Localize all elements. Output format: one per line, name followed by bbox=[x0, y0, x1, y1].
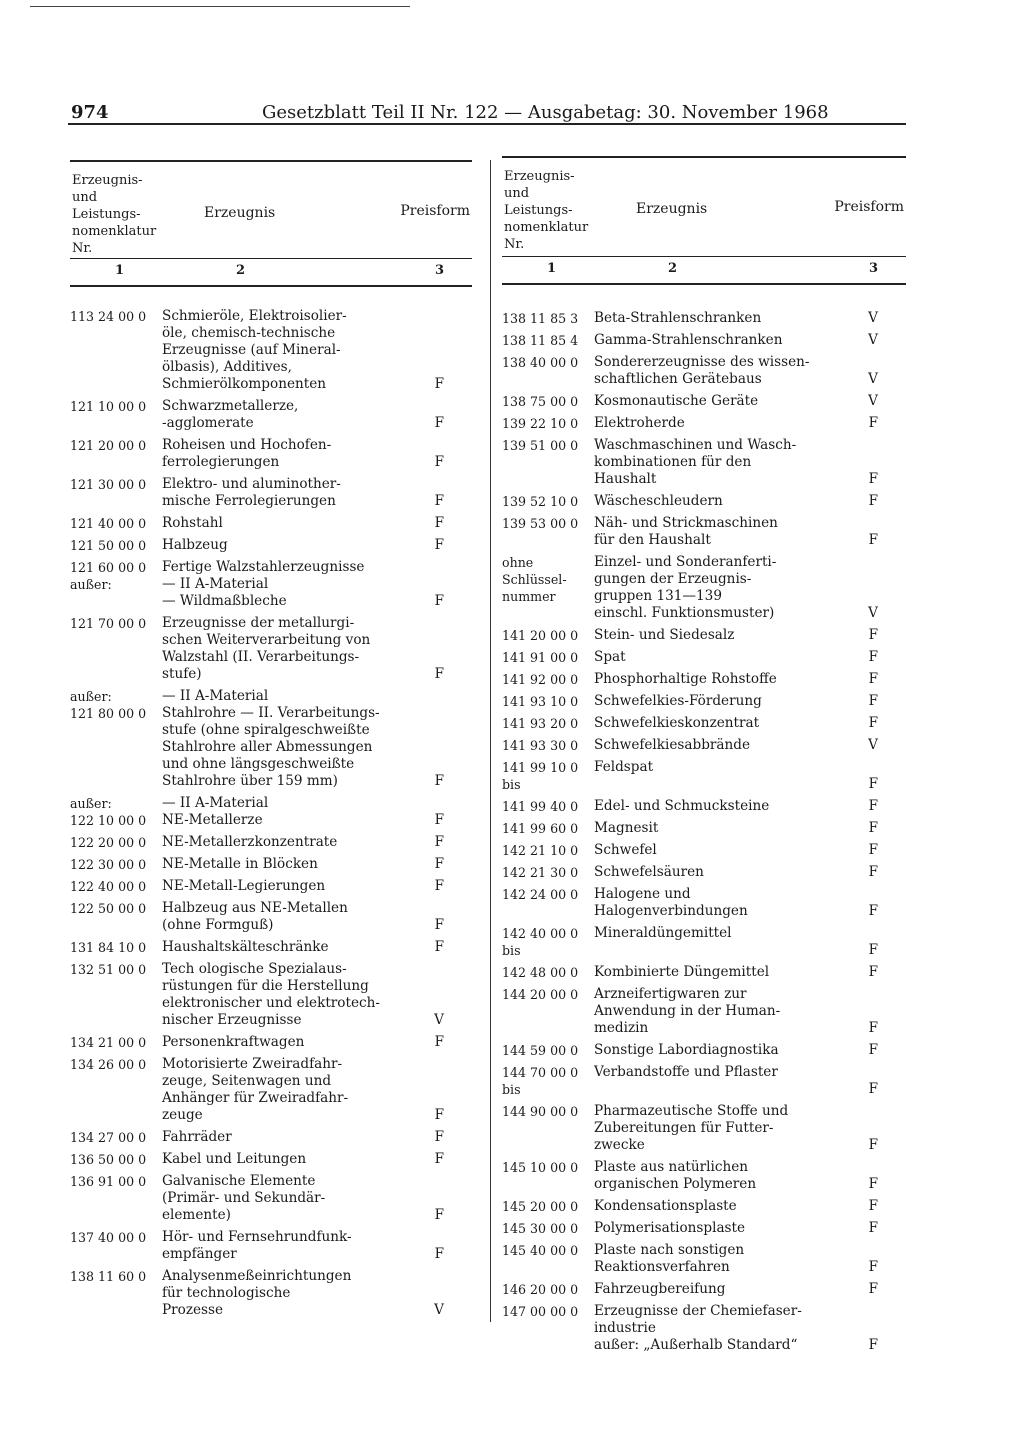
preisform-value: F bbox=[868, 1176, 878, 1192]
table-row bbox=[70, 308, 472, 393]
preisform-value: V bbox=[868, 605, 878, 621]
preisform-value: V bbox=[868, 332, 878, 348]
table-row bbox=[70, 1268, 472, 1319]
erzeugnis-text: Einzel- und Sonderanferti- gungen der Erzeugnis- gruppen 131—139 einschl. Funktionsmuster) bbox=[594, 554, 777, 621]
nomenklatur-number: außer: 122 10 00 0 bbox=[70, 796, 147, 828]
nomenklatur-number: 138 75 00 0 bbox=[502, 394, 579, 409]
table-row bbox=[502, 737, 906, 754]
table-row bbox=[502, 1220, 906, 1237]
table-row bbox=[70, 1034, 472, 1051]
nomenklatur-number: 132 51 00 0 bbox=[70, 962, 147, 977]
preisform-value: F bbox=[868, 693, 878, 709]
nomenklatur-number: 141 99 60 0 bbox=[502, 821, 579, 836]
erzeugnis-text: Phosphorhaltige Rohstoffe bbox=[594, 671, 777, 687]
table-row bbox=[70, 1056, 472, 1124]
table-row bbox=[502, 693, 906, 710]
erzeugnis-text: Schwefelsäuren bbox=[594, 864, 704, 880]
nomenklatur-number: 138 11 60 0 bbox=[70, 1269, 147, 1284]
nomenklatur-number: 144 70 00 0 bis bbox=[502, 1065, 579, 1097]
table-row bbox=[502, 1042, 906, 1059]
erzeugnis-text: Gamma-Strahlenschranken bbox=[594, 332, 783, 348]
preisform-value: F bbox=[868, 1337, 878, 1353]
preisform-value: F bbox=[868, 627, 878, 643]
header-nomenklatur: Erzeugnis- und Leistungs- nomenklatur Nr. bbox=[504, 169, 589, 252]
table-row bbox=[502, 493, 906, 510]
erzeugnis-text: Kombinierte Düngemittel bbox=[594, 964, 770, 980]
preisform-value: V bbox=[434, 1012, 444, 1028]
nomenklatur-number: 139 51 00 0 bbox=[502, 438, 579, 453]
header-preisform: Preisform bbox=[400, 203, 470, 219]
table-row bbox=[502, 964, 906, 981]
erzeugnis-text: Personenkraftwagen bbox=[162, 1034, 305, 1050]
preisform-value: V bbox=[434, 1302, 444, 1318]
erzeugnis-text: Roheisen und Hochofen- ferrolegierungen bbox=[162, 437, 332, 470]
erzeugnis-text: Schwarzmetallerze, -agglomerate bbox=[162, 398, 299, 431]
table-row bbox=[502, 354, 906, 388]
table-row bbox=[502, 925, 906, 959]
header-rule bbox=[68, 123, 906, 125]
left-rows bbox=[70, 287, 472, 1319]
table-row bbox=[502, 1103, 906, 1154]
column-number-3: 3 bbox=[868, 261, 878, 276]
preisform-value: F bbox=[868, 671, 878, 687]
table-row bbox=[502, 437, 906, 488]
erzeugnis-text: Fahrräder bbox=[162, 1129, 232, 1145]
erzeugnis-text: Verbandstoffe und Pflaster bbox=[594, 1064, 778, 1080]
erzeugnis-text: Rohstahl bbox=[162, 515, 223, 531]
preisform-value: F bbox=[868, 842, 878, 858]
preisform-value: F bbox=[434, 856, 444, 872]
table-header bbox=[502, 158, 906, 256]
preisform-value: F bbox=[868, 1220, 878, 1236]
page-header bbox=[0, 100, 1024, 130]
preisform-value: F bbox=[434, 593, 444, 609]
preisform-value: F bbox=[434, 666, 444, 682]
preisform-value: F bbox=[434, 537, 444, 553]
nomenklatur-number: 141 91 00 0 bbox=[502, 650, 579, 665]
nomenklatur-number: 141 93 10 0 bbox=[502, 694, 579, 709]
table-row bbox=[70, 939, 472, 956]
nomenklatur-number: 121 30 00 0 bbox=[70, 477, 147, 492]
erzeugnis-text: Spat bbox=[594, 649, 626, 665]
erzeugnis-text: Plaste aus natürlichen organischen Polymeren bbox=[594, 1159, 757, 1192]
table-row bbox=[502, 820, 906, 837]
erzeugnis-text: Schwefelkiesabbrände bbox=[594, 737, 751, 753]
preisform-value: F bbox=[868, 1137, 878, 1153]
nomenklatur-number: 134 26 00 0 bbox=[70, 1057, 147, 1072]
left-table bbox=[70, 160, 472, 1324]
preisform-value: F bbox=[434, 1107, 444, 1123]
preisform-value: F bbox=[868, 715, 878, 731]
nomenklatur-number: 136 91 00 0 bbox=[70, 1174, 147, 1189]
table-row bbox=[70, 1151, 472, 1168]
table-row bbox=[502, 1303, 906, 1354]
erzeugnis-text: Sonstige Labordiagnostika bbox=[594, 1042, 779, 1058]
nomenklatur-number: 136 50 00 0 bbox=[70, 1152, 147, 1167]
page-number: 974 bbox=[71, 102, 109, 123]
nomenklatur-number: 122 20 00 0 bbox=[70, 835, 147, 850]
preisform-value: F bbox=[434, 1151, 444, 1167]
preisform-value: F bbox=[868, 415, 878, 431]
erzeugnis-text: NE-Metall-Legierungen bbox=[162, 878, 326, 894]
nomenklatur-number: 141 93 20 0 bbox=[502, 716, 579, 731]
preisform-value: V bbox=[868, 310, 878, 326]
nomenklatur-number: 141 93 30 0 bbox=[502, 738, 579, 753]
table-row bbox=[502, 554, 906, 622]
nomenklatur-number: 145 40 00 0 bbox=[502, 1243, 579, 1258]
nomenklatur-number: 138 11 85 4 bbox=[502, 333, 579, 348]
nomenklatur-number: 142 48 00 0 bbox=[502, 965, 579, 980]
column-number-3: 3 bbox=[434, 263, 444, 278]
erzeugnis-text: Waschmaschinen und Wasch- kombinationen für den Haushalt bbox=[594, 437, 797, 487]
preisform-value: F bbox=[868, 864, 878, 880]
preisform-value: F bbox=[434, 1246, 444, 1262]
table-row bbox=[70, 437, 472, 471]
table-row bbox=[502, 310, 906, 327]
erzeugnis-text: Plaste nach sonstigen Reaktionsverfahren bbox=[594, 1242, 745, 1275]
table-row bbox=[502, 886, 906, 920]
table-row bbox=[502, 715, 906, 732]
erzeugnis-text: Schwefelkies-Förderung bbox=[594, 693, 762, 709]
preisform-value: F bbox=[434, 376, 444, 392]
erzeugnis-text: Edel- und Schmucksteine bbox=[594, 798, 770, 814]
table-row bbox=[70, 834, 472, 851]
table-row bbox=[502, 1159, 906, 1193]
erzeugnis-text: Kabel und Leitungen bbox=[162, 1151, 307, 1167]
nomenklatur-number: 139 22 10 0 bbox=[502, 416, 579, 431]
header-erzeugnis: Erzeugnis bbox=[636, 201, 708, 217]
table-row bbox=[70, 515, 472, 532]
nomenklatur-number: 121 40 00 0 bbox=[70, 516, 147, 531]
nomenklatur-number: 131 84 10 0 bbox=[70, 940, 147, 955]
header-nomenklatur: Erzeugnis- und Leistungs- nomenklatur Nr. bbox=[72, 173, 157, 256]
column-number-1: 1 bbox=[547, 261, 557, 276]
table-row bbox=[502, 1198, 906, 1215]
erzeugnis-text: Stein- und Siedesalz bbox=[594, 627, 735, 643]
top-edge-rule bbox=[30, 6, 410, 7]
table-row bbox=[502, 798, 906, 815]
preisform-value: F bbox=[868, 471, 878, 487]
column-numbers bbox=[70, 259, 472, 285]
header-preisform: Preisform bbox=[834, 199, 904, 215]
preisform-value: F bbox=[868, 942, 878, 958]
nomenklatur-number: 137 40 00 0 bbox=[70, 1230, 147, 1245]
preisform-value: F bbox=[434, 515, 444, 531]
preisform-value: F bbox=[434, 1129, 444, 1145]
nomenklatur-number: 141 99 40 0 bbox=[502, 799, 579, 814]
table-row bbox=[502, 627, 906, 644]
nomenklatur-number: 146 20 00 0 bbox=[502, 1282, 579, 1297]
nomenklatur-number: 113 24 00 0 bbox=[70, 309, 147, 324]
nomenklatur-number: 144 20 00 0 bbox=[502, 987, 579, 1002]
preisform-value: V bbox=[868, 737, 878, 753]
erzeugnis-text: Wäscheschleudern bbox=[594, 493, 723, 509]
erzeugnis-text: NE-Metallerzkonzentrate bbox=[162, 834, 338, 850]
table-row bbox=[70, 1229, 472, 1263]
table-row bbox=[502, 842, 906, 859]
erzeugnis-text: Halbzeug bbox=[162, 537, 228, 553]
erzeugnis-text: Fertige Walzstahlerzeugnisse — II A-Material — Wildmaßbleche bbox=[162, 559, 365, 609]
preisform-value: F bbox=[868, 798, 878, 814]
preisform-value: F bbox=[868, 1042, 878, 1058]
preisform-value: F bbox=[434, 812, 444, 828]
table-row bbox=[502, 649, 906, 666]
preisform-value: F bbox=[434, 415, 444, 431]
nomenklatur-number: 144 90 00 0 bbox=[502, 1104, 579, 1119]
table-row bbox=[502, 393, 906, 410]
nomenklatur-number: 122 40 00 0 bbox=[70, 879, 147, 894]
nomenklatur-number: 141 20 00 0 bbox=[502, 628, 579, 643]
preisform-value: F bbox=[868, 1081, 878, 1097]
preisform-value: F bbox=[434, 454, 444, 470]
table-row bbox=[70, 795, 472, 829]
nomenklatur-number: 144 59 00 0 bbox=[502, 1043, 579, 1058]
erzeugnis-text: Kondensationsplaste bbox=[594, 1198, 737, 1214]
table-row bbox=[70, 961, 472, 1029]
table-row bbox=[502, 415, 906, 432]
preisform-value: F bbox=[434, 1034, 444, 1050]
erzeugnis-text: Motorisierte Zweiradfahr- zeuge, Seitenwagen und Anhänger für Zweiradfahr- zeuge bbox=[162, 1056, 349, 1123]
nomenklatur-number: 121 20 00 0 bbox=[70, 438, 147, 453]
nomenklatur-number: 142 24 00 0 bbox=[502, 887, 579, 902]
table-row bbox=[70, 1173, 472, 1224]
preisform-value: V bbox=[868, 393, 878, 409]
nomenklatur-number: 145 20 00 0 bbox=[502, 1199, 579, 1214]
table-row bbox=[70, 900, 472, 934]
preisform-value: F bbox=[434, 1207, 444, 1223]
table-row bbox=[70, 476, 472, 510]
erzeugnis-text: Hör- und Fernsehrundfunk- empfänger bbox=[162, 1229, 352, 1262]
table-row bbox=[502, 1064, 906, 1098]
erzeugnis-text: Halogene und Halogenverbindungen bbox=[594, 886, 748, 919]
erzeugnis-text: Magnesit bbox=[594, 820, 659, 836]
preisform-value: V bbox=[868, 371, 878, 387]
nomenklatur-number: ohne Schlüssel- nummer bbox=[502, 555, 567, 604]
table-row bbox=[70, 856, 472, 873]
nomenklatur-number: 138 11 85 3 bbox=[502, 311, 579, 326]
right-table bbox=[502, 156, 906, 1359]
preisform-value: F bbox=[868, 776, 878, 792]
table-row bbox=[70, 688, 472, 790]
table-row bbox=[502, 515, 906, 549]
table-row bbox=[502, 1281, 906, 1298]
preisform-value: F bbox=[868, 649, 878, 665]
preisform-value: F bbox=[434, 493, 444, 509]
nomenklatur-number: 122 50 00 0 bbox=[70, 901, 147, 916]
nomenklatur-number: 134 21 00 0 bbox=[70, 1035, 147, 1050]
erzeugnis-text: Feldspat bbox=[594, 759, 654, 775]
nomenklatur-number: 121 50 00 0 bbox=[70, 538, 147, 553]
erzeugnis-text: Sondererzeugnisse des wissen- schaftlichen Gerätebaus bbox=[594, 354, 810, 387]
preisform-value: F bbox=[868, 820, 878, 836]
table-row bbox=[502, 864, 906, 881]
erzeugnis-text: Elektroherde bbox=[594, 415, 685, 431]
erzeugnis-text: Elektro- und aluminother- mische Ferrolegierungen bbox=[162, 476, 341, 509]
preisform-value: F bbox=[868, 903, 878, 919]
preisform-value: F bbox=[868, 964, 878, 980]
erzeugnis-text: Kosmonautische Geräte bbox=[594, 393, 759, 409]
nomenklatur-number: 147 00 00 0 bbox=[502, 1304, 579, 1319]
table-row bbox=[502, 1242, 906, 1276]
nomenklatur-number: 141 92 00 0 bbox=[502, 672, 579, 687]
table-row bbox=[502, 671, 906, 688]
erzeugnis-text: Schwefelkieskonzentrat bbox=[594, 715, 760, 731]
preisform-value: F bbox=[434, 917, 444, 933]
column-number-1: 1 bbox=[115, 263, 125, 278]
nomenklatur-number: 145 10 00 0 bbox=[502, 1160, 579, 1175]
erzeugnis-text: Pharmazeutische Stoffe und Zubereitungen für Futter- zwecke bbox=[594, 1103, 789, 1153]
nomenklatur-number: 121 60 00 0 außer: bbox=[70, 560, 147, 592]
preisform-value: F bbox=[868, 1281, 878, 1297]
erzeugnis-text: — II A-Material Stahlrohre — II. Verarbeitungs- stufe (ohne spiralgeschweißte Stahlrohre aller Abmessungen und ohne längsgeschweißte Stahlrohre über 159 mm) bbox=[162, 688, 380, 789]
nomenklatur-number: 139 52 10 0 bbox=[502, 494, 579, 509]
nomenklatur-number: 134 27 00 0 bbox=[70, 1130, 147, 1145]
column-numbers bbox=[502, 257, 906, 283]
column-number-2: 2 bbox=[668, 261, 678, 276]
preisform-value: F bbox=[434, 878, 444, 894]
nomenklatur-number: außer: 121 80 00 0 bbox=[70, 689, 147, 721]
nomenklatur-number: 142 21 30 0 bbox=[502, 865, 579, 880]
erzeugnis-text: Schmieröle, Elektroisolier- öle, chemisch-technische Erzeugnisse (auf Mineral- ölbasis), Additives, Schmierölkomponenten bbox=[162, 308, 347, 392]
preisform-value: F bbox=[868, 1020, 878, 1036]
nomenklatur-number: 142 21 10 0 bbox=[502, 843, 579, 858]
page-title: Gesetzblatt Teil II Nr. 122 — Ausgabetag: 30. November 1968 bbox=[262, 102, 829, 123]
nomenklatur-number: 121 70 00 0 bbox=[70, 616, 147, 631]
table-row bbox=[70, 559, 472, 610]
erzeugnis-text: Schwefel bbox=[594, 842, 657, 858]
table-row bbox=[502, 332, 906, 349]
nomenklatur-number: 145 30 00 0 bbox=[502, 1221, 579, 1236]
erzeugnis-text: Galvanische Elemente (Primär- und Sekundär- elemente) bbox=[162, 1173, 326, 1223]
erzeugnis-text: — II A-Material NE-Metallerze bbox=[162, 795, 269, 828]
table-row bbox=[502, 986, 906, 1037]
column-number-2: 2 bbox=[236, 263, 246, 278]
preisform-value: F bbox=[868, 532, 878, 548]
preisform-value: F bbox=[868, 1259, 878, 1275]
preisform-value: F bbox=[868, 493, 878, 509]
table-row bbox=[70, 878, 472, 895]
erzeugnis-text: Erzeugnisse der Chemiefaser- industrie außer: „Außerhalb Standard“ bbox=[594, 1303, 802, 1353]
table-row bbox=[70, 398, 472, 432]
column-divider bbox=[490, 160, 491, 1322]
table-header bbox=[70, 162, 472, 258]
nomenklatur-number: 139 53 00 0 bbox=[502, 516, 579, 531]
erzeugnis-text: Haushaltskälteschränke bbox=[162, 939, 329, 955]
preisform-value: F bbox=[868, 1198, 878, 1214]
nomenklatur-number: 121 10 00 0 bbox=[70, 399, 147, 414]
erzeugnis-text: Erzeugnisse der metallurgi- schen Weiterverarbeitung von Walzstahl (II. Verarbeitungs- stufe) bbox=[162, 615, 371, 682]
preisform-value: F bbox=[434, 939, 444, 955]
erzeugnis-text: Arzneifertigwaren zur Anwendung in der Human- medizin bbox=[594, 986, 781, 1036]
table-row bbox=[70, 615, 472, 683]
nomenklatur-number: 138 40 00 0 bbox=[502, 355, 579, 370]
preisform-value: F bbox=[434, 834, 444, 850]
erzeugnis-text: Tech ologische Spezialaus- rüstungen für die Herstellung elektronischer und elektrotech- nischer Erzeugnisse bbox=[162, 961, 380, 1028]
preisform-value: F bbox=[434, 773, 444, 789]
erzeugnis-text: Fahrzeugbereifung bbox=[594, 1281, 726, 1297]
nomenklatur-number: 122 30 00 0 bbox=[70, 857, 147, 872]
erzeugnis-text: Mineraldüngemittel bbox=[594, 925, 732, 941]
erzeugnis-text: Polymerisationsplaste bbox=[594, 1220, 746, 1236]
erzeugnis-text: Analysenmeßeinrichtungen für technologische Prozesse bbox=[162, 1268, 352, 1318]
right-rows bbox=[502, 285, 906, 1354]
nomenklatur-number: 141 99 10 0 bis bbox=[502, 760, 579, 792]
erzeugnis-text: Näh- und Strickmaschinen für den Haushalt bbox=[594, 515, 778, 548]
erzeugnis-text: NE-Metalle in Blöcken bbox=[162, 856, 318, 872]
nomenklatur-number: 142 40 00 0 bis bbox=[502, 926, 579, 958]
table-row bbox=[70, 1129, 472, 1146]
erzeugnis-text: Halbzeug aus NE-Metallen (ohne Formguß) bbox=[162, 900, 348, 933]
header-erzeugnis: Erzeugnis bbox=[204, 205, 276, 221]
table-row bbox=[70, 537, 472, 554]
table-row bbox=[502, 759, 906, 793]
erzeugnis-text: Beta-Strahlenschranken bbox=[594, 310, 762, 326]
